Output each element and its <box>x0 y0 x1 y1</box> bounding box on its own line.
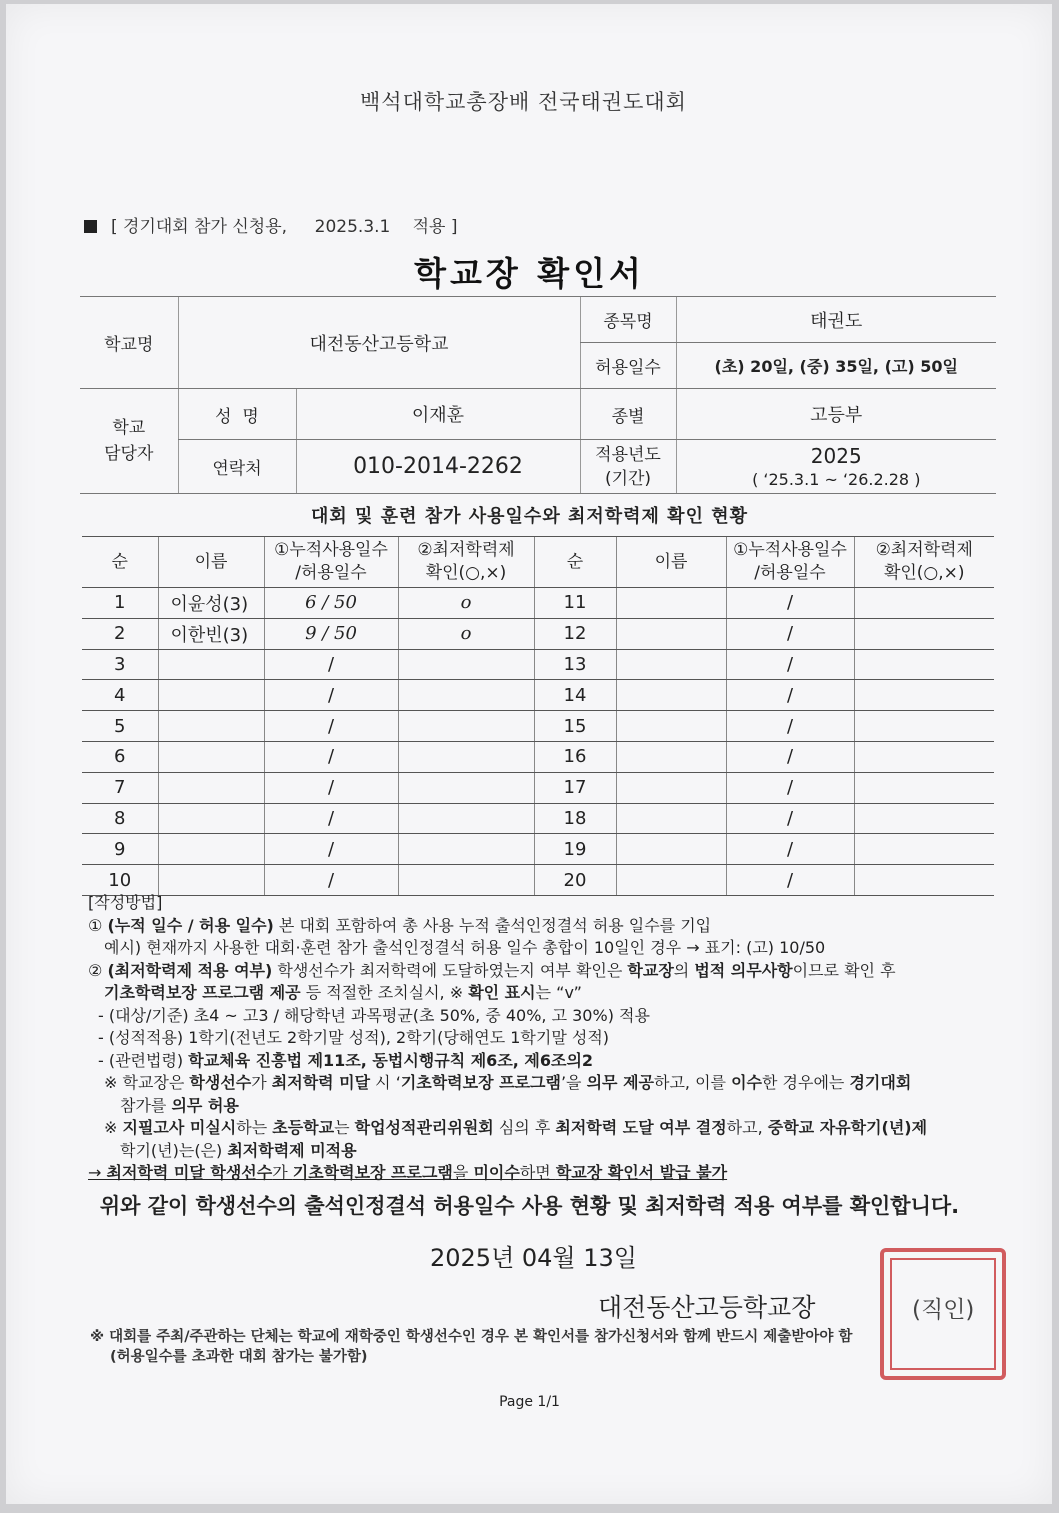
section-title: 대회 및 훈련 참가 사용일수와 최저학력제 확인 현황 <box>310 506 748 527</box>
student-name <box>158 834 264 865</box>
table-row <box>82 588 994 619</box>
days-used: 9 / 50 <box>264 618 398 649</box>
confirmation-statement: 위와 같이 학생선수의 출석인정결석 허용일수 사용 현황 및 최저학력 적용 여부를 확인합니다. <box>99 1194 960 1218</box>
min-academic-check <box>854 711 994 742</box>
min-academic-check: o <box>398 588 534 619</box>
days-used: / <box>264 649 398 680</box>
days-used: / <box>264 772 398 803</box>
student-name <box>616 741 726 772</box>
row-number: 10 <box>82 865 158 896</box>
row-number: 16 <box>534 741 616 772</box>
table-row <box>82 834 994 865</box>
row-number: 14 <box>534 680 616 711</box>
table-row <box>82 803 994 834</box>
instructions-heading: [작성방법] <box>88 893 163 912</box>
student-name <box>616 834 726 865</box>
competition-title: 백석대학교총장배 전국태권도대회 <box>360 90 687 114</box>
days-used: / <box>264 803 398 834</box>
min-academic-check <box>854 772 994 803</box>
contact-label: 연락처 <box>178 440 296 494</box>
student-name <box>616 680 726 711</box>
min-academic-check <box>854 588 994 619</box>
allowed-days-value: (초) 20일, (중) 35일, (고) 50일 <box>676 343 996 389</box>
issue-date: 2025년 04월 13일 <box>430 1244 637 1272</box>
row-number: 7 <box>82 772 158 803</box>
apply-line <box>84 212 463 237</box>
days-used: / <box>726 588 854 619</box>
row-number: 4 <box>82 680 158 711</box>
days-used: / <box>264 865 398 896</box>
days-used: / <box>726 865 854 896</box>
header-days: ①누적사용일수 /허용일수 <box>264 537 398 588</box>
min-academic-check: o <box>398 618 534 649</box>
instruction-line: ② (최저학력제 적용 여부) 학생선수가 최저학력에 도달하였는지 여부 확인은 학교장의 법적 의무사항이므로 확인 후 <box>88 960 896 980</box>
header-check: ②최저학력제 확인(○,×) <box>854 537 994 588</box>
seal-label: (직인) <box>912 1297 975 1323</box>
table-row <box>82 741 994 772</box>
min-academic-check <box>854 803 994 834</box>
row-number: 11 <box>534 588 616 619</box>
row-number: 17 <box>534 772 616 803</box>
school-info-table <box>80 296 996 494</box>
header-no: 순 <box>534 537 616 588</box>
instruction-line: ① (누적 일수 / 허용 일수) 본 대회 포함하여 총 사용 누적 출석인정결석 허용 일수를 기입 <box>88 915 712 935</box>
sport-label: 종목명 <box>580 297 676 343</box>
footer-note <box>90 1327 852 1367</box>
year-label: 적용년도 (기간) <box>580 440 676 494</box>
days-used: / <box>726 741 854 772</box>
days-used: / <box>726 680 854 711</box>
instruction-line: 예시) 현재까지 사용한 대회·훈련 참가 출석인정결석 허용 일수 총합이 10일인 경우 → 표기: (고) 10/50 <box>104 938 826 957</box>
header-name: 이름 <box>158 537 264 588</box>
days-used: / <box>264 741 398 772</box>
table-row <box>82 865 994 896</box>
manager-name-value: 이재훈 <box>296 389 580 440</box>
min-academic-check <box>854 680 994 711</box>
instruction-line: ※ 지필고사 미실시하는 초등학교는 학업성적관리위원회 심의 후 최저학력 도달 여부 결정하고, 중학교 자유학기(년)제 <box>104 1118 928 1137</box>
days-used: / <box>264 711 398 742</box>
instruction-line: 참가를 의무 허용 <box>120 1095 239 1115</box>
days-used: / <box>726 649 854 680</box>
days-used: / <box>726 618 854 649</box>
min-academic-check <box>398 680 534 711</box>
days-used: / <box>264 680 398 711</box>
student-name: 이윤성(3) <box>158 588 264 619</box>
table-row <box>82 649 994 680</box>
instruction-line: 기초학력보장 프로그램 제공 등 적절한 조치실시, ※ 확인 표시는 “v” <box>104 983 582 1002</box>
student-name: 이한빈(3) <box>158 618 264 649</box>
page-number: Page 1/1 <box>499 1394 560 1410</box>
min-academic-check <box>854 865 994 896</box>
principal-title: 대전동산고등학교장 <box>598 1293 816 1322</box>
year-cell <box>676 440 996 494</box>
student-name <box>158 803 264 834</box>
student-name <box>616 711 726 742</box>
min-academic-check <box>854 834 994 865</box>
row-number: 8 <box>82 803 158 834</box>
instruction-line: 학기(년)는(은) 최저학력제 미적용 <box>120 1140 357 1160</box>
min-academic-check <box>398 649 534 680</box>
row-number: 20 <box>534 865 616 896</box>
row-number: 9 <box>82 834 158 865</box>
row-number: 18 <box>534 803 616 834</box>
student-name <box>616 588 726 619</box>
row-number: 3 <box>82 649 158 680</box>
min-academic-check <box>398 803 534 834</box>
apply-line-date: 2025.3.1 <box>314 217 391 237</box>
apply-line-text-2: 적용 ] <box>412 217 458 237</box>
manager-label: 학교 담당자 <box>80 389 178 494</box>
row-number: 12 <box>534 618 616 649</box>
sport-value: 태권도 <box>676 297 996 343</box>
apply-line-text-1: [ 경기대회 참가 신청용, <box>111 217 288 237</box>
square-bullet-icon <box>84 220 97 233</box>
min-academic-check <box>398 741 534 772</box>
instruction-line: → 최저학력 미달 학생선수가 기초학력보장 프로그램을 미이수하면 학교장 확인서 발급 불가 <box>88 1163 728 1182</box>
student-name <box>616 803 726 834</box>
row-number: 13 <box>534 649 616 680</box>
category-label: 종별 <box>580 389 676 440</box>
year-value: 2025 <box>810 444 862 468</box>
instruction-line: - (대상/기준) 초4 ~ 고3 / 해당학년 과목평균(초 50%, 중 40%, 고 30%) 적용 <box>98 1005 650 1025</box>
header-check: ②최저학력제 확인(○,×) <box>398 537 534 588</box>
min-academic-check <box>854 741 994 772</box>
min-academic-check <box>398 772 534 803</box>
table-row <box>82 711 994 742</box>
header-no: 순 <box>82 537 158 588</box>
document-title: 학교장 확인서 <box>414 254 645 293</box>
student-name <box>616 865 726 896</box>
min-academic-check <box>854 618 994 649</box>
student-name <box>616 772 726 803</box>
table-row <box>82 618 994 649</box>
row-number: 5 <box>82 711 158 742</box>
allowed-days-label: 허용일수 <box>580 343 676 389</box>
table-row <box>82 772 994 803</box>
footer-note-line-2: (허용일수를 초과한 대회 참가는 불가함) <box>110 1349 368 1365</box>
min-academic-check <box>398 711 534 742</box>
row-number: 19 <box>534 834 616 865</box>
student-name <box>616 649 726 680</box>
days-used: / <box>726 803 854 834</box>
min-academic-check <box>398 834 534 865</box>
student-name <box>158 711 264 742</box>
school-name-label: 학교명 <box>80 297 178 389</box>
instruction-line: ※ 학교장은 학생선수가 최저학력 미달 시 ‘기초학력보장 프로그램’을 의무 제공하고, 이를 이수한 경우에는 경기대회 <box>104 1073 912 1092</box>
header-name: 이름 <box>616 537 726 588</box>
header-days: ①누적사용일수 /허용일수 <box>726 537 854 588</box>
student-name <box>158 680 264 711</box>
student-name <box>158 649 264 680</box>
table-row <box>82 680 994 711</box>
student-name <box>158 865 264 896</box>
student-name <box>158 772 264 803</box>
min-academic-check <box>398 865 534 896</box>
attendance-table <box>82 536 994 896</box>
student-name <box>616 618 726 649</box>
year-period: ( ‘25.3.1 ~ ‘26.2.28 ) <box>752 470 921 489</box>
footer-note-line-1: ※ 대회를 주최/주관하는 단체는 학교에 재학중인 학생선수인 경우 본 확인서를 참가신청서와 함께 반드시 제출받아야 함 <box>90 1329 853 1345</box>
category-value: 고등부 <box>676 389 996 440</box>
row-number: 15 <box>534 711 616 742</box>
min-academic-check <box>854 649 994 680</box>
days-used: / <box>264 834 398 865</box>
days-used: 6 / 50 <box>264 588 398 619</box>
instruction-line: - (성적적용) 1학기(전년도 2학기말 성적), 2학기(당해연도 1학기말 성적) <box>98 1028 610 1047</box>
row-number: 2 <box>82 618 158 649</box>
school-name-value: 대전동산고등학교 <box>178 297 580 389</box>
writing-instructions <box>88 892 927 1185</box>
name-label: 성 명 <box>178 389 296 440</box>
contact-value: 010-2014-2262 <box>296 440 580 494</box>
days-used: / <box>726 834 854 865</box>
student-name <box>158 741 264 772</box>
instruction-line: - (관련법령) 학교체육 진흥법 제11조, 동법시행규칙 제6조, 제6조의2 <box>98 1050 594 1070</box>
days-used: / <box>726 711 854 742</box>
days-used: / <box>726 772 854 803</box>
row-number: 1 <box>82 588 158 619</box>
row-number: 6 <box>82 741 158 772</box>
